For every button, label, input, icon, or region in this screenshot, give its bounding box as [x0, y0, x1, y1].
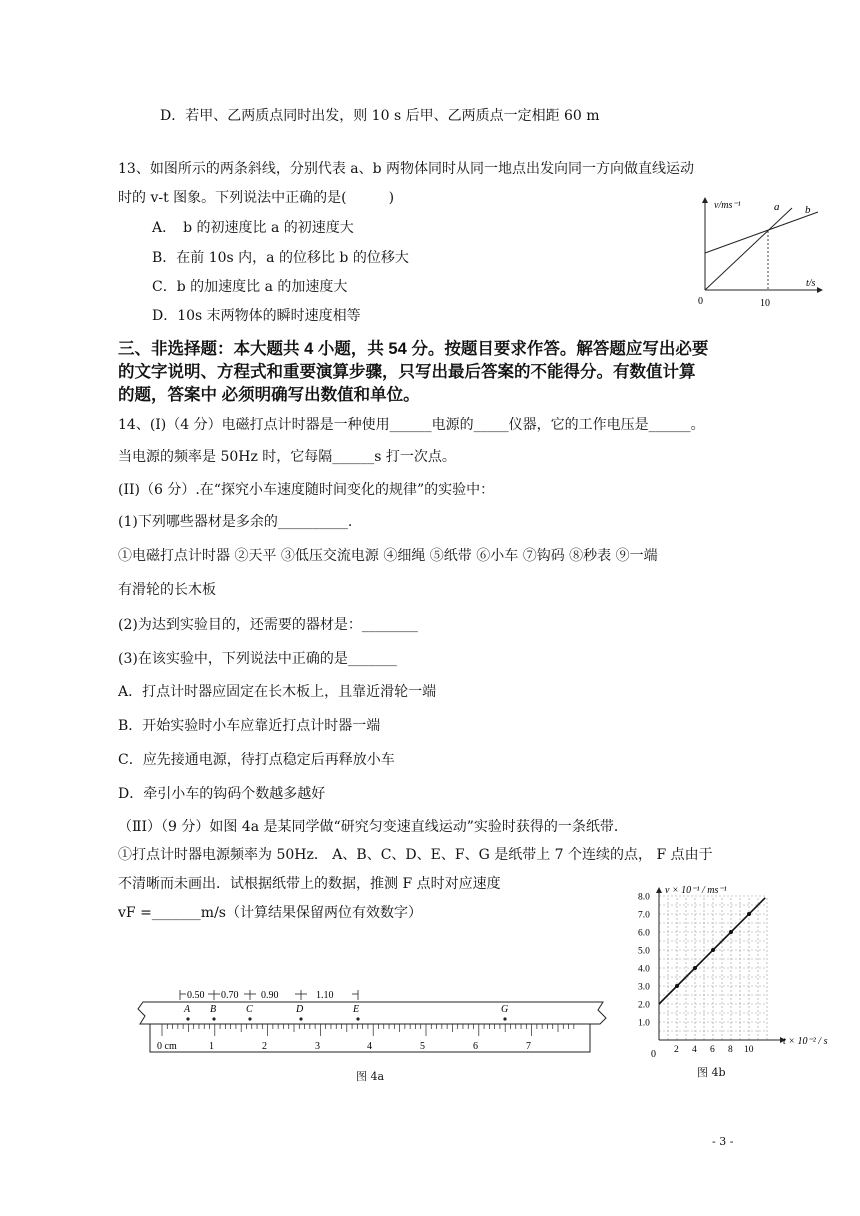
y-tick-label: 8.0: [638, 892, 650, 903]
q14-p3-line1: ①打点计时器电源频率为 50Hz． A、B、C、D、E、F、G 是纸带上 7 个连续的点， F 点由于: [118, 847, 713, 863]
x-tick-label: 4: [692, 1045, 697, 1055]
fig4b-origin: 0: [651, 1049, 656, 1060]
q13-stem-line1: 13、如图所示的两条斜线，分别代表 a、b 两物体同时从同一地点出发向同一方向做直线运动: [118, 161, 695, 177]
fig4b-ylabel: v × 10⁻¹ / ms⁻¹: [665, 885, 727, 896]
section3-line3: 的题，答案中 必须明确写出数值和单位。: [118, 386, 420, 404]
q13-xtick-10: 10: [760, 298, 770, 309]
q12-option-d: D．若甲、乙两质点同时出发，则 10 s 后甲、乙两质点一定相距 60 m: [160, 108, 600, 124]
q14-p2-q1: (1)下列哪些器材是多余的__________.: [118, 514, 353, 530]
fig4a-point-c: C: [246, 1004, 253, 1015]
fig4b-chart: [635, 880, 840, 1070]
fig4a-ruler: [128, 980, 618, 1060]
q14-p2-title: (ⅠI)（6 分）.在“探究小车速度随时间变化的规律”的实验中：: [118, 482, 495, 498]
y-tick-label: 4.0: [638, 964, 650, 975]
fig4a-point-g: G: [501, 1004, 509, 1015]
fig4b-grid: [659, 896, 767, 1040]
section3-line2: 的文字说明、方程式和重要演算步骤，只写出最后答案的不能得分。有数值计算: [118, 363, 696, 381]
q13-line-a: [705, 208, 792, 290]
data-point: [675, 984, 679, 988]
data-point: [747, 912, 751, 916]
q13-b-label: b: [805, 204, 811, 216]
q14-p2-q3: (3)在该实验中，下列说法中正确的是_______: [118, 651, 397, 667]
x-tick-label: 6: [710, 1045, 715, 1055]
fig4a-scale-3: 3: [315, 1041, 320, 1052]
fig4a-caption: 图 4a: [356, 1070, 385, 1083]
data-point: [711, 948, 715, 952]
q13-v-label: v/ms⁻¹: [714, 200, 741, 211]
fig4a-point-d: D: [296, 1004, 304, 1015]
q13-origin: 0: [698, 296, 703, 307]
q13-option-d: D．10s 末两物体的瞬时速度相等: [152, 308, 361, 324]
q13-t-label: t/s: [806, 278, 816, 289]
y-tick-label: 7.0: [638, 910, 650, 921]
x-tick-label: 8: [728, 1045, 733, 1055]
fig4a-tape: [138, 1002, 606, 1024]
fig4a-scale-1: 1: [209, 1041, 214, 1052]
y-tick-label: 5.0: [638, 946, 650, 957]
y-tick-label: 6.0: [638, 928, 650, 939]
fig4a-seg-3: 0.90: [261, 990, 279, 1001]
q14-p3-line3: vF =_______m/s（计算结果保留两位有效数字）: [118, 905, 422, 921]
q14-p1-line2: 当电源的频率是 50Hz 时，它每隔______s 打一次点。: [118, 449, 456, 465]
y-tick-label: 3.0: [638, 982, 650, 993]
x-tick-label: 2: [674, 1045, 679, 1055]
fig4a-scale-6: 6: [473, 1041, 478, 1052]
data-point: [729, 930, 733, 934]
q13-option-a: A． b 的初速度比 a 的初速度大: [152, 220, 354, 236]
fig4b-caption: 图 4b: [697, 1066, 726, 1079]
fig4a-point-e: E: [353, 1004, 360, 1015]
fig4a-seg-2: 0.70: [221, 990, 239, 1001]
q14-p2-option-d: D．牵引小车的钩码个数越多越好: [118, 786, 326, 802]
data-point: [693, 966, 697, 970]
q14-p1-line1: 14、(Ⅰ)（4 分）电磁打点计时器是一种使用______电源的_____仪器，它的工作电压是______。: [118, 417, 705, 433]
fig4b-xlabel: t × 10⁻² / s: [783, 1036, 828, 1047]
q13-line-b: [705, 212, 818, 253]
q14-p2-q2: (2)为达到实验目的，还需要的器材是：________: [118, 617, 418, 633]
q13-option-c: C．b 的加速度比 a 的加速度大: [152, 279, 348, 295]
fig4a-seg-1: 0.50: [187, 990, 205, 1001]
section3-line1: 三、非选择题：本大题共 4 小题，共 54 分。按题目要求作答。解答题应写出必要: [118, 340, 709, 358]
q14-p2-option-c: C．应先接通电源，待打点稳定后再释放小车: [118, 752, 395, 768]
q14-p3-title: （ⅡI）（9 分）如图 4a 是某同学做“研究匀变速直线运动”实验时获得的一条纸带．: [118, 819, 628, 835]
fig4a-scale-5: 5: [420, 1041, 425, 1052]
q14-p2-items-line2: 有滑轮的长木板: [118, 582, 216, 598]
fig4a-scale-4: 4: [367, 1041, 372, 1052]
fig4a-point-a: A: [184, 1004, 191, 1015]
q14-p3-line2: 不清晰而未画出．试根据纸带上的数据，推测 F 点时对应速度: [118, 876, 501, 892]
fig4a-seg-4: 1.10: [316, 990, 334, 1001]
page-number: - 3 -: [712, 1135, 734, 1148]
fig4a-point-b: B: [210, 1004, 217, 1015]
q13-a-label: a: [774, 201, 780, 213]
q14-p2-items-line1: ①电磁打点计时器 ②天平 ③低压交流电源 ④细绳 ⑤纸带 ⑥小车 ⑦钩码 ⑧秒表 ⑨一端: [118, 548, 658, 564]
x-tick-label: 10: [744, 1045, 754, 1055]
q14-p2-option-a: A．打点计时器应固定在长木板上，且靠近滑轮一端: [118, 684, 437, 700]
fig4a-scale-0: 0 cm: [157, 1041, 177, 1052]
q13-option-b: B．在前 10s 内，a 的位移比 b 的位移大: [152, 250, 409, 266]
q13-stem-line2: 时的 v-t 图象。下列说法中正确的是( ): [118, 190, 395, 206]
q13-vt-graph: [690, 190, 830, 315]
q14-p2-option-b: B．开始实验时小车应靠近打点计时器一端: [118, 718, 381, 734]
fig4a-scale-2: 2: [262, 1041, 267, 1052]
fig4a-scale-7: 7: [526, 1041, 531, 1052]
y-tick-label: 1.0: [638, 1018, 650, 1029]
y-tick-label: 2.0: [638, 1000, 650, 1011]
